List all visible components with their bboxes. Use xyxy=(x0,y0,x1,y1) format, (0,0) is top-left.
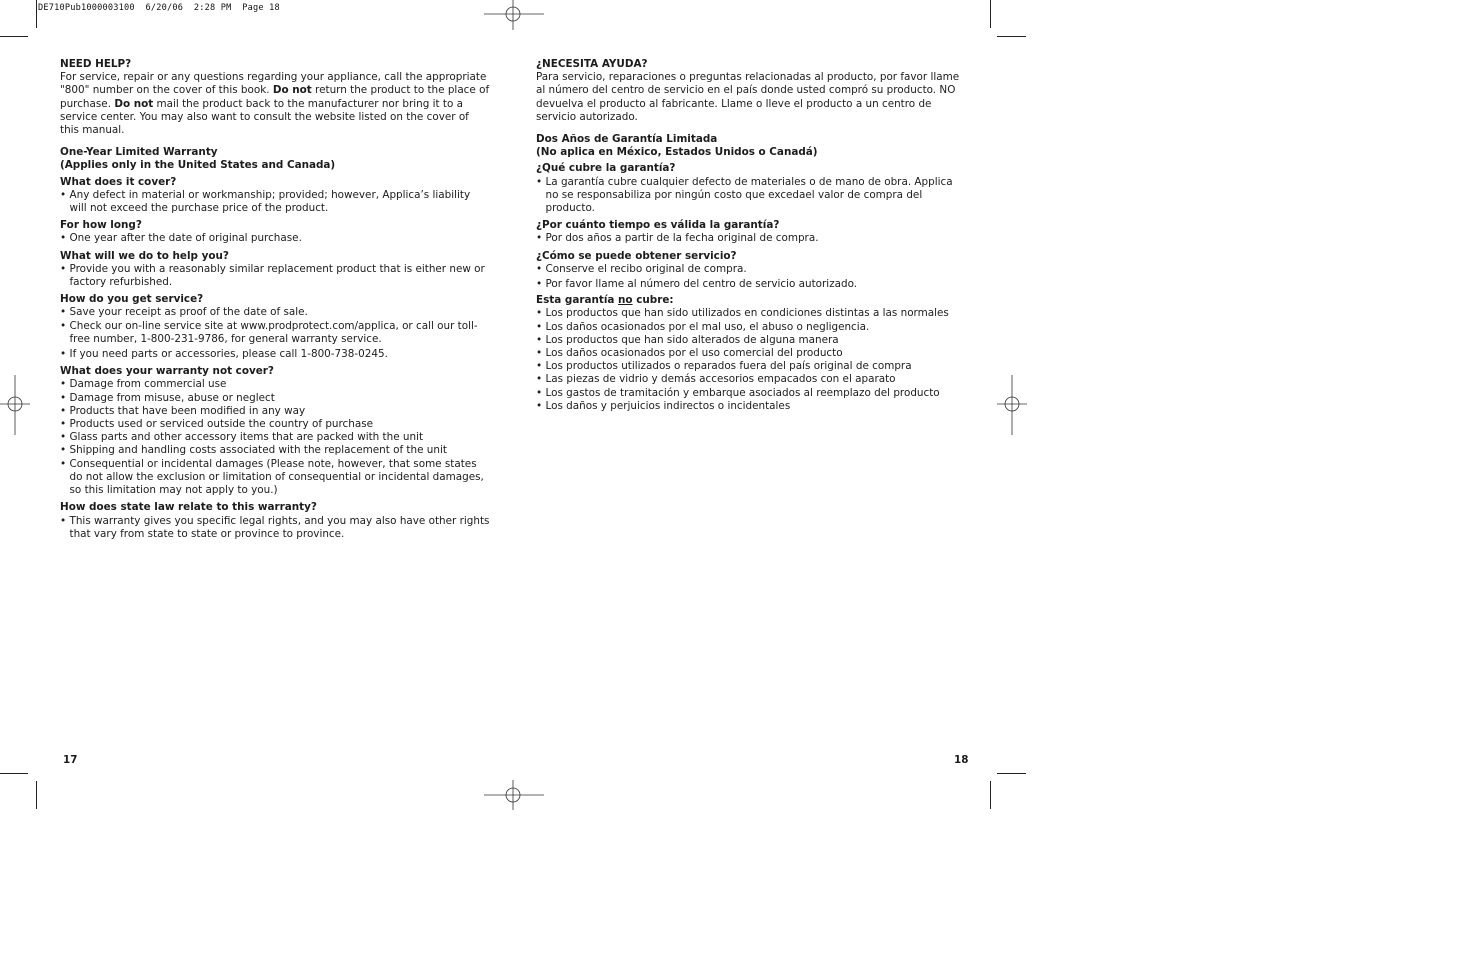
crop-mark-bottom-left-v xyxy=(36,781,37,809)
service-question: How do you get service? xyxy=(60,293,204,306)
list-item: • Conserve el recibo original de compra. xyxy=(536,263,966,276)
garantia-subtitle: (No aplica en México, Estados Unidos o Canadá) xyxy=(536,146,818,159)
garantia-title: Dos Años de Garantía Limitada xyxy=(536,133,718,146)
crop-mark-top-right-v xyxy=(990,0,991,28)
list-item: • Check our on-line service site at www.prodprotect.com/applica, or call our toll-free number, 1-800-231-9786, for general warranty service. xyxy=(60,320,490,346)
printer-slug: DE710Pub1000003100 6/20/06 2:28 PM Page 18 xyxy=(38,3,280,13)
state-law-list xyxy=(60,515,490,541)
list-item: • Las piezas de vidrio y demás accesorios empacados con el aparato xyxy=(536,373,966,386)
list-item: • La garantía cubre cualquier defecto de materiales o de mano de obra. Applica no se responsabiliza por ningún costo que excedael valor de compra del producto. xyxy=(536,176,966,216)
not-cover-question: What does your warranty not cover? xyxy=(60,365,274,378)
list-item: • Los productos que han sido utilizados en condiciones distintas a las normales xyxy=(536,307,966,320)
help-list xyxy=(60,263,490,289)
need-help-paragraph: For service, repair or any questions regarding your appliance, call the appropriate "800" number on the cover of this book. Do not return the product to the place of purchase. Do not mail the product back to the manufacturer nor bring it to a service center. You may also want to consult the website listed on the cover of this manual. xyxy=(60,71,490,137)
how-long-question: For how long? xyxy=(60,219,142,232)
state-law-question: How does state law relate to this warranty? xyxy=(60,501,317,514)
list-item: • This warranty gives you specific legal rights, and you may also have other rights that vary from state to state or province to province. xyxy=(60,515,490,541)
page-number-right: 18 xyxy=(954,754,969,766)
warranty-title: One-Year Limited Warranty xyxy=(60,146,218,159)
list-item: • Products that have been modified in any way xyxy=(60,405,490,418)
cuanto-tiempo-question: ¿Por cuánto tiempo es válida la garantía? xyxy=(536,219,780,232)
crop-mark-top-right-h xyxy=(997,36,1026,37)
list-item: • Los productos que han sido alterados de alguna manera xyxy=(536,334,966,347)
crop-mark-top-left-h xyxy=(0,36,28,37)
list-item: • Los daños ocasionados por el uso comercial del producto xyxy=(536,347,966,360)
registration-mark-right xyxy=(997,375,1027,435)
page-number-left: 17 xyxy=(63,754,78,766)
warranty-subtitle: (Applies only in the United States and Canada) xyxy=(60,159,336,172)
not-cover-list xyxy=(60,378,490,497)
list-item: • One year after the date of original purchase. xyxy=(60,232,490,245)
list-item: • Products used or serviced outside the country of purchase xyxy=(60,418,490,431)
cuanto-tiempo-list xyxy=(536,232,966,245)
necesita-ayuda-paragraph: Para servicio, reparaciones o preguntas relacionadas al producto, por favor llame al número del centro de servicio en el país donde usted compró su producto. NO devuelva el producto al fabricante. Llame o lleve el producto a un centro de servicio autorizado. xyxy=(536,71,960,123)
help-question: What will we do to help you? xyxy=(60,249,229,262)
service-list xyxy=(60,306,490,361)
obtener-servicio-list xyxy=(536,263,966,291)
list-item: • Damage from commercial use xyxy=(60,378,490,391)
crop-mark-bottom-left-h xyxy=(0,773,28,774)
list-item: • Los productos utilizados o reparados fuera del país original de compra xyxy=(536,360,966,373)
no-cubre-list xyxy=(536,307,966,413)
list-item: • Consequential or incidental damages (Please note, however, that some states do not allow the exclusion or limitation of consequential or incidental damages, so this limitation may not apply to you.) xyxy=(60,458,490,498)
cover-list xyxy=(60,189,490,215)
list-item: • Save your receipt as proof of the date of sale. xyxy=(60,306,490,319)
list-item: • Los gastos de tramitación y embarque asociados al reemplazo del producto xyxy=(536,387,966,400)
registration-mark-left xyxy=(0,375,30,435)
list-item: • Los daños ocasionados por el mal uso, el abuso o negligencia. xyxy=(536,321,966,334)
cover-question: What does it cover? xyxy=(60,175,177,188)
list-item: • Por favor llame al número del centro de servicio autorizado. xyxy=(536,278,966,291)
obtener-servicio-question: ¿Cómo se puede obtener servicio? xyxy=(536,249,737,262)
list-item: • Por dos años a partir de la fecha original de compra. xyxy=(536,232,966,245)
how-long-list xyxy=(60,232,490,245)
crop-mark-bottom-right-v xyxy=(990,781,991,809)
registration-mark-bottom xyxy=(484,780,544,810)
list-item: • Shipping and handling costs associated with the replacement of the unit xyxy=(60,444,490,457)
list-item: • Provide you with a reasonably similar replacement product that is either new or factory refurbished. xyxy=(60,263,490,289)
page-17-column xyxy=(60,58,490,541)
list-item: • If you need parts or accessories, please call 1-800-738-0245. xyxy=(60,348,490,361)
list-item: • Damage from misuse, abuse or neglect xyxy=(60,392,490,405)
no-cubre-heading: Esta garantía no cubre: xyxy=(536,294,674,307)
list-item: • Glass parts and other accessory items that are packed with the unit xyxy=(60,431,490,444)
page-18-column xyxy=(536,58,966,413)
necesita-ayuda-heading: ¿NECESITA AYUDA? xyxy=(536,58,648,70)
que-cubre-question: ¿Qué cubre la garantía? xyxy=(536,162,676,175)
crop-mark-bottom-right-h xyxy=(997,773,1026,774)
que-cubre-list xyxy=(536,176,966,216)
crop-mark-top-left-v xyxy=(36,0,37,28)
need-help-heading: NEED HELP? xyxy=(60,58,132,70)
registration-mark-top xyxy=(484,0,544,30)
list-item: • Any defect in material or workmanship; provided; however, Applica’s liability will not exceed the purchase price of the product. xyxy=(60,189,490,215)
list-item: • Los daños y perjuicios indirectos o incidentales xyxy=(536,400,966,413)
